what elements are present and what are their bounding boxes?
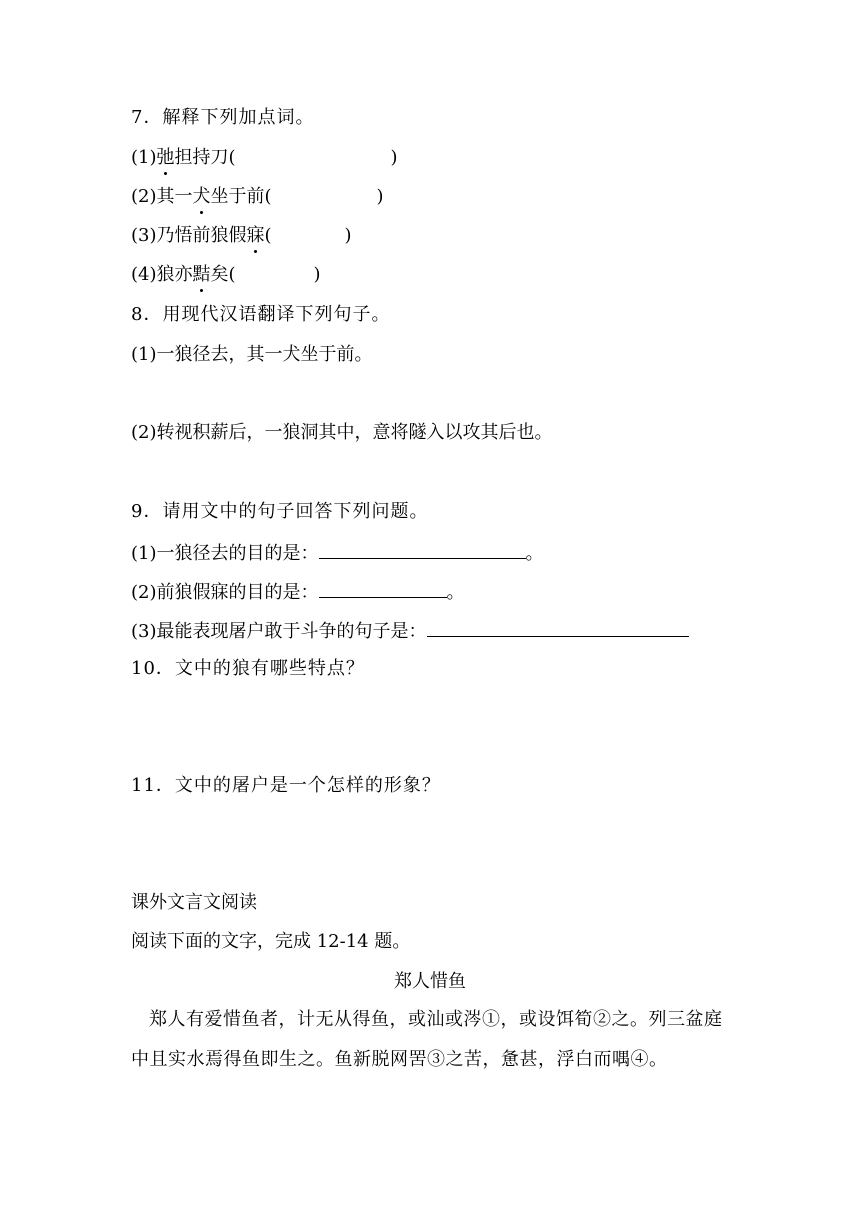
close-paren: ) [344,225,352,246]
question-9-item-1 [131,540,544,566]
dotted-word: 犬 [192,186,211,207]
item-end: 。 [446,582,465,603]
dotted-word: 寐 [246,225,265,246]
item-suffix: ( [264,225,272,246]
section-heading: 课外文言文阅读 [131,892,257,913]
item-suffix: 矣( [210,264,236,285]
dotted-word: 黠 [192,264,211,285]
section-instruction: 阅读下面的文字，完成 12-14 题。 [131,931,411,952]
answer-blank[interactable] [319,540,526,559]
close-paren: ) [390,147,398,168]
close-paren: ) [313,264,321,285]
item-prefix: (3)乃悟前狼假 [131,225,247,246]
item-prefix: (4)狼亦 [131,264,193,285]
question-7-item-4 [131,263,321,287]
item-text: (2)前狼假寐的目的是： [131,582,319,603]
question-7-item-3 [131,224,352,248]
question-8-title: 8．用现代汉语翻译下列句子。 [131,304,391,325]
question-8-item-1: (1)一狼径去，其一犬坐于前。 [131,344,373,365]
passage-paragraph: 郑人有爱惜鱼者，计无从得鱼，或汕或涔①，或设饵筍②之。列三盆庭中且实水焉得鱼即生之。鱼新脱网罟③之苦，惫甚，浮白而喁④。 [131,1009,723,1070]
close-paren: ) [376,186,384,207]
answer-blank[interactable] [319,579,447,598]
question-8-item-2: (2)转视积薪后，一狼洞其中，意将隧入以攻其后也。 [131,422,553,443]
item-suffix: 坐于前( [210,186,272,207]
question-9-item-3 [131,618,689,644]
item-suffix: 担持刀( [174,147,236,168]
passage-title: 郑人惜鱼 [394,971,466,992]
question-7-title: 7．解释下列加点词。 [131,107,315,128]
item-prefix: (2)其一 [131,186,193,207]
question-9-title: 9．请用文中的句子回答下列问题。 [131,501,429,522]
answer-blank[interactable] [427,618,689,637]
dotted-word: 弛 [156,147,175,168]
item-prefix: (1) [131,147,157,168]
question-7-item-2 [131,185,384,209]
question-11-title: 11．文中的屠户是一个怎样的形象？ [131,775,441,796]
item-text: (3)最能表现屠户敢于斗争的句子是： [131,621,427,642]
item-text: (1)一狼径去的目的是： [131,543,319,564]
question-10-title: 10．文中的狼有哪些特点？ [131,658,365,679]
question-9-item-2 [131,579,465,605]
item-end: 。 [525,543,544,564]
question-7-item-1 [131,146,398,170]
